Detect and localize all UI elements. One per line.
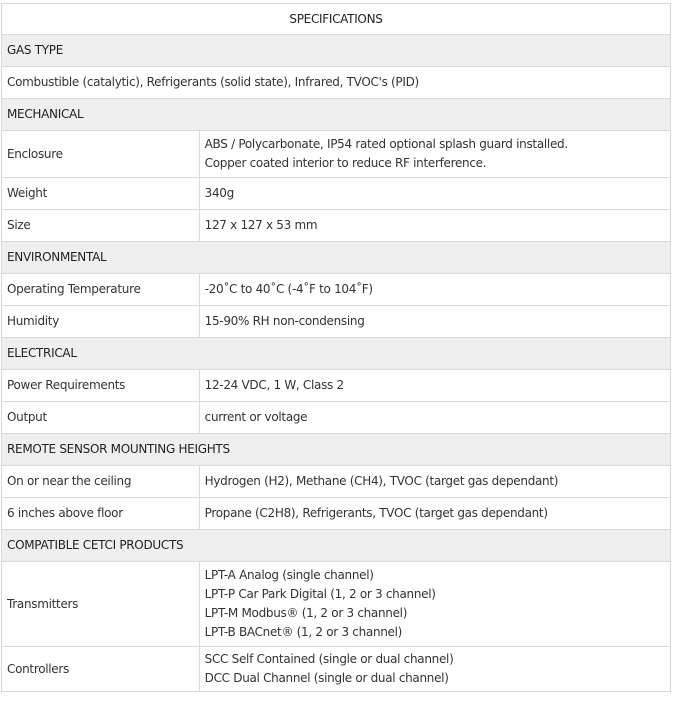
section-heading: ENVIRONMENTAL xyxy=(2,242,671,274)
table-row xyxy=(2,210,671,242)
row-label: Humidity xyxy=(2,306,200,338)
table-row xyxy=(2,306,671,338)
row-label: Size xyxy=(2,210,200,242)
row-label: Output xyxy=(2,402,200,434)
table-row xyxy=(2,466,671,498)
section-mechanical xyxy=(2,99,671,131)
table-row xyxy=(2,131,671,178)
transmitter-line: LPT-P Car Park Digital (1, 2 or 3 channel) xyxy=(204,587,436,601)
transmitter-line: LPT-M Modbus® (1, 2 or 3 channel) xyxy=(204,606,408,620)
row-label: 6 inches above floor xyxy=(2,498,200,530)
row-label: On or near the ceiling xyxy=(2,466,200,498)
table-row xyxy=(2,178,671,210)
table-row xyxy=(2,562,671,647)
row-value xyxy=(199,131,670,178)
row-value: -20˚C to 40˚C (-4˚F to 104˚F) xyxy=(199,274,670,306)
table-row xyxy=(2,647,671,692)
table-row xyxy=(2,67,671,99)
controller-line: SCC Self Contained (single or dual channel) xyxy=(204,652,454,666)
section-heading: ELECTRICAL xyxy=(2,338,671,370)
row-label: Power Requirements xyxy=(2,370,200,402)
section-heading: GAS TYPE xyxy=(2,35,671,67)
table-row xyxy=(2,402,671,434)
section-environmental xyxy=(2,242,671,274)
table-row xyxy=(2,274,671,306)
row-value: 340g xyxy=(199,178,670,210)
gas-type-value: Combustible (catalytic), Refrigerants (solid state), Infrared, TVOC's (PID) xyxy=(2,67,671,99)
row-value: 127 x 127 x 53 mm xyxy=(199,210,670,242)
row-value: 15-90% RH non-condensing xyxy=(199,306,670,338)
row-value: current or voltage xyxy=(199,402,670,434)
section-heading: MECHANICAL xyxy=(2,99,671,131)
row-label: Operating Temperature xyxy=(2,274,200,306)
row-label: Transmitters xyxy=(2,562,200,647)
row-value: 12-24 VDC, 1 W, Class 2 xyxy=(199,370,670,402)
section-heading: COMPATIBLE CETCI PRODUCTS xyxy=(2,530,671,562)
row-label: Enclosure xyxy=(2,131,200,178)
row-value: Hydrogen (H2), Methane (CH4), TVOC (target gas dependant) xyxy=(199,466,670,498)
row-value xyxy=(199,647,670,692)
transmitter-line: LPT-B BACnet® (1, 2 or 3 channel) xyxy=(204,625,403,639)
section-compatible-products xyxy=(2,530,671,562)
section-heading: REMOTE SENSOR MOUNTING HEIGHTS xyxy=(2,434,671,466)
title-row xyxy=(2,4,671,35)
section-electrical xyxy=(2,338,671,370)
table-row xyxy=(2,370,671,402)
row-label: Controllers xyxy=(2,647,200,692)
row-value: Propane (C2H8), Refrigerants, TVOC (target gas dependant) xyxy=(199,498,670,530)
row-value xyxy=(199,562,670,647)
specifications-table xyxy=(1,3,671,692)
controller-line: DCC Dual Channel (single or dual channel) xyxy=(204,671,449,685)
section-gas-type xyxy=(2,35,671,67)
transmitter-line: LPT-A Analog (single channel) xyxy=(204,568,374,582)
enclosure-line: Copper coated interior to reduce RF interference. xyxy=(204,156,487,170)
enclosure-line: ABS / Polycarbonate, IP54 rated optional splash guard installed. xyxy=(204,137,568,151)
section-mounting-heights xyxy=(2,434,671,466)
table-row xyxy=(2,498,671,530)
row-label: Weight xyxy=(2,178,200,210)
table-title: SPECIFICATIONS xyxy=(2,4,671,35)
